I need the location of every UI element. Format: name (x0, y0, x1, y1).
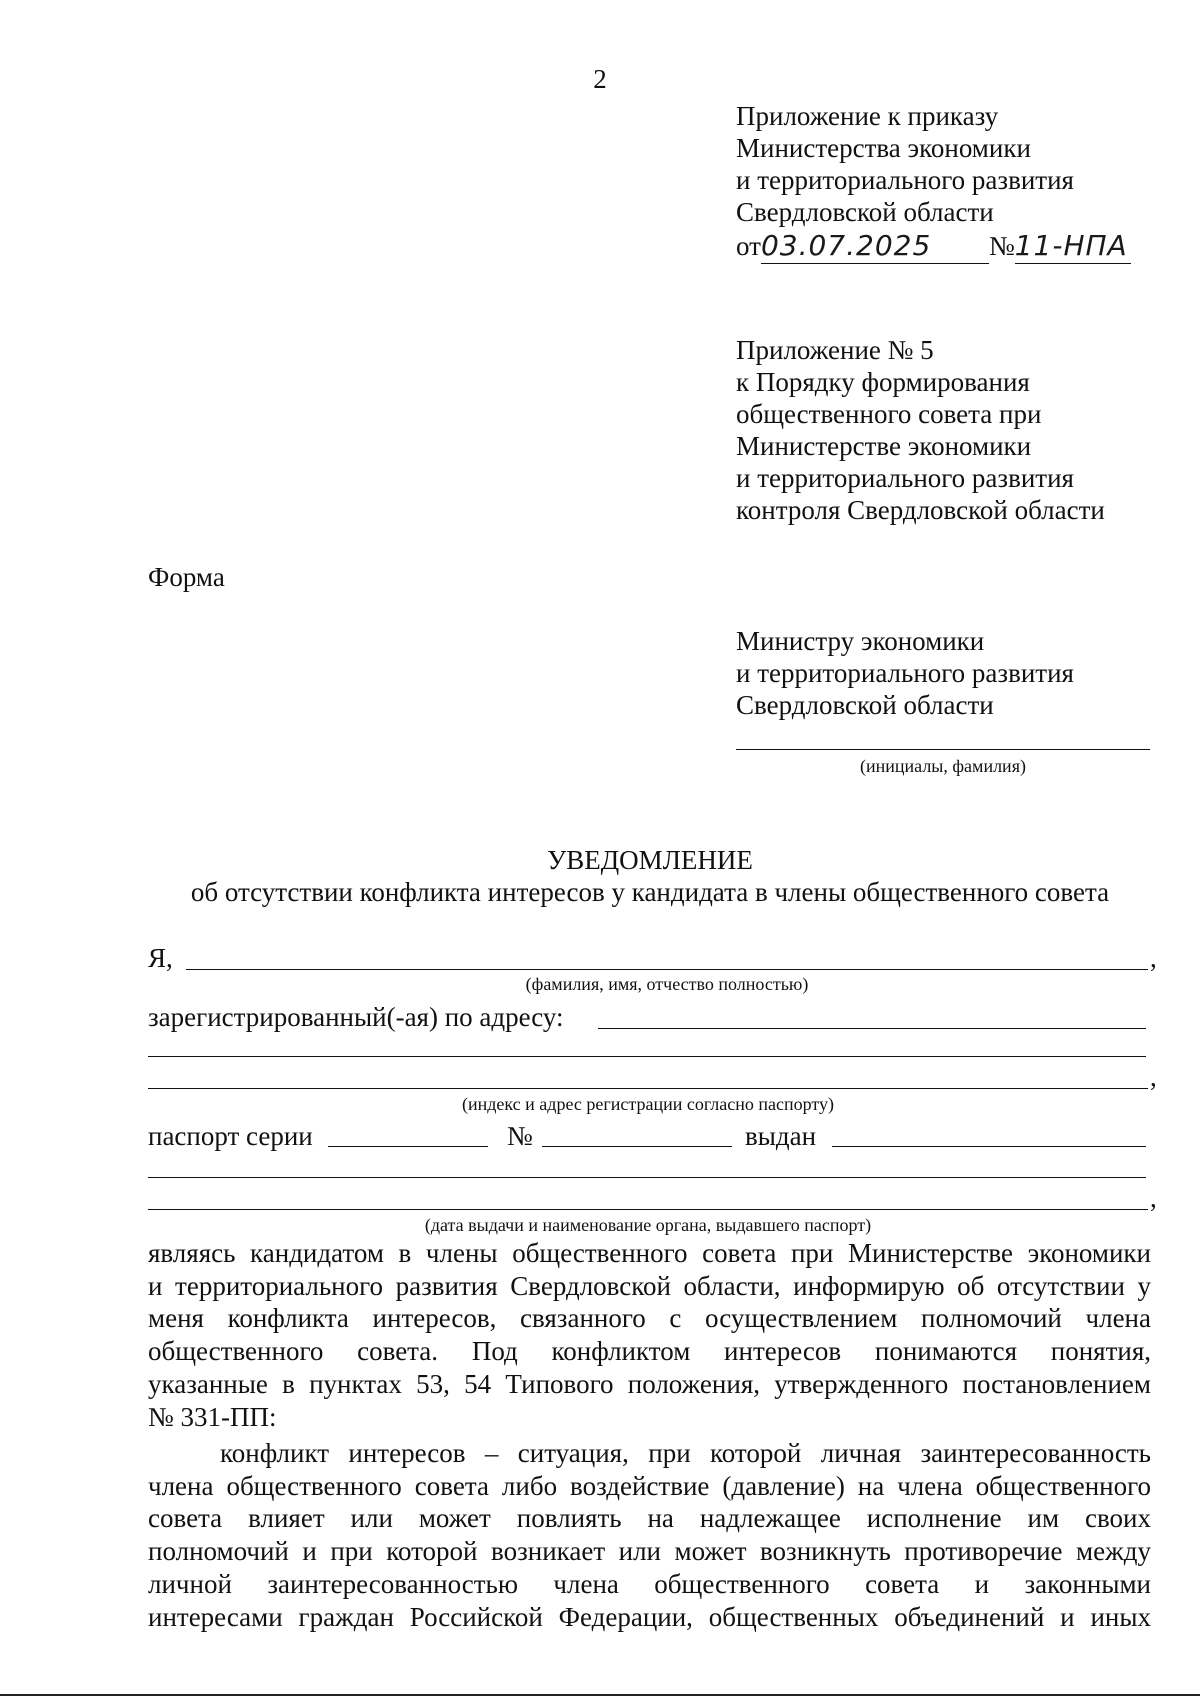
appendix-order-line: и территориального развития (736, 165, 1074, 195)
body-line: полномочий и при которой возникает или может возникнуть противоречие между (148, 1536, 1151, 1567)
appendix-5-line: к Порядку формирования (736, 367, 1030, 397)
full-name-field-line[interactable] (186, 969, 1148, 970)
comma: , (1150, 943, 1157, 973)
body-line: № 331-ПП: (148, 1401, 277, 1432)
addressee-line: и территориального развития (736, 658, 1074, 688)
body-line: члена общественного совета либо воздействие (давление) на члена общественного (148, 1470, 1151, 1501)
i-label: Я, (148, 943, 173, 973)
appendix-order-line: Министерства экономики (736, 133, 1031, 163)
appendix-5-line: и территориального развития (736, 463, 1074, 493)
body-paragraph-2 (148, 1437, 1151, 1633)
date-prefix: от (736, 231, 761, 261)
address-label: зарегистрированный(-ая) по адресу: (148, 1002, 564, 1032)
body-line: указанные в пунктах 53, 54 Типового положения, утвержденного постановлением (148, 1368, 1151, 1399)
comma: , (1150, 1062, 1157, 1092)
addressee-name-field-line[interactable] (736, 749, 1150, 750)
full-name-hint: (фамилия, имя, отчество полностью) (525, 974, 809, 994)
body-line: конфликт интересов – ситуация, при которой личная заинтересованность (220, 1438, 1151, 1468)
body-paragraph-1 (148, 1237, 1151, 1433)
passport-hint: (дата выдачи и наименование органа, выдавшего паспорт) (424, 1215, 872, 1235)
notice-subtitle: об отсутствии конфликта интересов у кандидата в члены общественного совета (190, 877, 1110, 907)
order-date-number-line (736, 230, 1131, 264)
address-field-line-1[interactable] (598, 1028, 1146, 1029)
passport-series-label: паспорт серии (148, 1121, 313, 1151)
body-line: и территориального развития Свердловской области, информирую об отсутствии у (148, 1270, 1151, 1301)
address-field-line-3[interactable] (148, 1088, 1148, 1089)
appendix-5-line: Министерстве экономики (736, 431, 1032, 461)
issued-label: выдан (745, 1121, 817, 1151)
body-line: совета влияет или может повлиять на надлежащее исполнение им своих (148, 1503, 1151, 1534)
form-label: Форма (148, 562, 225, 592)
appendix-order-block (736, 100, 1131, 264)
body-line: личной заинтересованностью члена общественного совета и законными (148, 1568, 1151, 1599)
issued-by-field-line-1[interactable] (832, 1146, 1146, 1147)
passport-number-label: № (507, 1121, 533, 1151)
number-prefix: № (988, 231, 1015, 261)
body-line: меня конфликта интересов, связанного с осуществлением полномочий члена (148, 1303, 1151, 1334)
issued-by-field-line-3[interactable] (148, 1209, 1148, 1210)
appendix-5-line: Приложение № 5 (736, 335, 934, 365)
handwritten-number: 11-НПА (1015, 233, 1131, 264)
addressee-line: Свердловской области (736, 690, 994, 720)
body-line: являясь кандидатом в члены общественного совета при Министерстве экономики (148, 1238, 1151, 1268)
passport-series-field-line[interactable] (328, 1146, 488, 1147)
page-number: 2 (593, 64, 607, 94)
address-field-line-2[interactable] (148, 1056, 1146, 1057)
handwritten-date: 03.07.2025 (761, 233, 989, 264)
issued-by-field-line-2[interactable] (148, 1177, 1146, 1178)
page-bottom-edge (0, 1694, 1200, 1696)
addressee-block (736, 625, 1074, 721)
notice-title: УВЕДОМЛЕНИЕ (547, 845, 753, 875)
body-line: общественного совета. Под конфликтом интересов понимаются понятия, (148, 1336, 1151, 1367)
body-line: интересами граждан Российской Федерации, общественных объединений и иных (148, 1601, 1151, 1632)
addressee-line: Министру экономики (736, 626, 985, 656)
appendix-5-block (736, 334, 1105, 526)
addressee-hint: (инициалы, фамилия) (860, 756, 1026, 776)
appendix-order-line: Приложение к приказу (736, 101, 999, 131)
appendix-order-line: Свердловской области (736, 197, 994, 227)
appendix-5-line: контроля Свердловской области (736, 495, 1105, 525)
address-hint: (индекс и адрес регистрации согласно паспорту) (461, 1094, 835, 1114)
passport-number-field-line[interactable] (542, 1146, 732, 1147)
comma: , (1150, 1183, 1157, 1213)
appendix-5-line: общественного совета при (736, 399, 1042, 429)
